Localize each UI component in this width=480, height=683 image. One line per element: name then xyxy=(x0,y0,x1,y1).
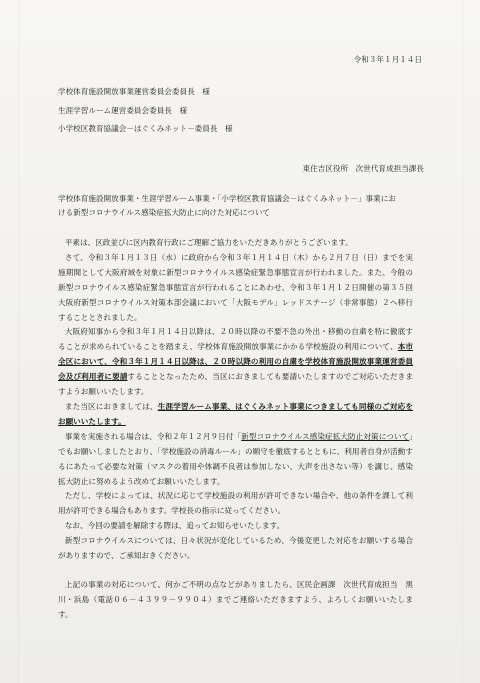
sender-line: 東住吉区役所 次世代育成担当課長 xyxy=(302,164,424,173)
letter-date: 令和３年１月１４日 xyxy=(353,55,422,64)
body-text: また当区におきましては、 xyxy=(64,401,158,411)
recipient-line: 生涯学習ルーム運営委員会委員長 様 xyxy=(58,105,188,115)
letter-subject: 学校体育施設開放事業・生涯学習ルーム事業・「小学校区教育協議会－はぐくみネット－」事業における新型コロナウイルス感染症拡大防止に向けた対応について xyxy=(58,194,396,217)
body-text: 大阪府知事から令和３年１月１４日以降は、２０時以降の不要不急の外出・移動の自粛を特に徹底することが求められていることを踏まえ、学校体育施設開放事業にかかる学校施設の利用について、 xyxy=(58,327,413,352)
closing-paragraph: 上記の事業の対応について、何かご不明の点などがありましたら、区民企画課 次世代育成担当 黒川・浜島（電話０６－４３９９－９９０４）までご連絡いただきますよう、よろしくお願いいたします。 xyxy=(58,579,413,619)
body-paragraph: さて、令和３年１月１３日（水）に政府から令和３年１月１４日（木）から２月７日（日）までを実施期間として大阪府域を対象に新型コロナウイルス感染症緊急事態宣言が行われました。また、今般の新型コロナウイルス感染症緊急事態宣言が行われることにあわせ、令和３年１月１２日開催の第３５回大阪府新型コロナウイルス対策本部会議において「大阪モデル」レッドステージ（非常事態）２へ移行することとされました。 xyxy=(58,252,413,322)
body-paragraph: 平素は、区政並びに区内教育行政にご理解ご協力をいただきありがとうございます。 xyxy=(64,238,353,247)
recipient-list xyxy=(58,83,233,139)
body-paragraph: なお、今回の要請を解除する際は、追ってお知らせいたします。 xyxy=(64,521,285,531)
body-text: 事業を実施される場合は、令和２年１２月９日付「 xyxy=(64,431,242,441)
body-text: することとなったため、当区におきましても要請いたしますのでご対応いただきますようお願いいたします。 xyxy=(58,372,413,397)
letter-body xyxy=(58,236,413,623)
body-paragraph: ただし、学校によっては、状況に応じて学校施設の利用が許可できない場合や、他の条件を課して利用が許可できる場合もあります。学校長の指示に従ってください。 xyxy=(58,491,413,516)
emphasized-text: 生涯学習ルーム事業、はぐくみネット事業につきましても同様のご対応をお願いいたします。 xyxy=(58,401,413,426)
emphasized-text: 本市全区において、令和３年１月１４日以降は、２０時以降の利用の自粛を学校体育施設開放事業運営委員会及び利用者に要請 xyxy=(58,342,413,382)
body-paragraph xyxy=(58,325,413,400)
body-paragraph: 新型コロナウイルスについては、日々状況が変化しているため、今後変更した対応をお願いする場合がありますので、ご承知おきください。 xyxy=(58,536,413,561)
recipient-line: 学校体育施設開放事業運営委員会委員長 様 xyxy=(58,87,210,96)
underlined-text: 新型コロナウイルス感染症拡大防止対策について xyxy=(241,431,410,441)
recipient-line: 小学校区教育協議会－はぐくみネット－委員長 様 xyxy=(58,124,233,133)
body-paragraph xyxy=(58,430,413,490)
body-text: 」でもお願いしましたとおり、「学校施設の消毒ルール」の順守を徹底するとともに、利用者自身が活動するにあたって必要な対策（マスクの着用や体調不良者は参加しない、大声を出さない等）を講じ、感染拡大防止に努めるよう改めてお願いいたします。 xyxy=(58,431,414,486)
body-paragraph xyxy=(58,400,413,430)
